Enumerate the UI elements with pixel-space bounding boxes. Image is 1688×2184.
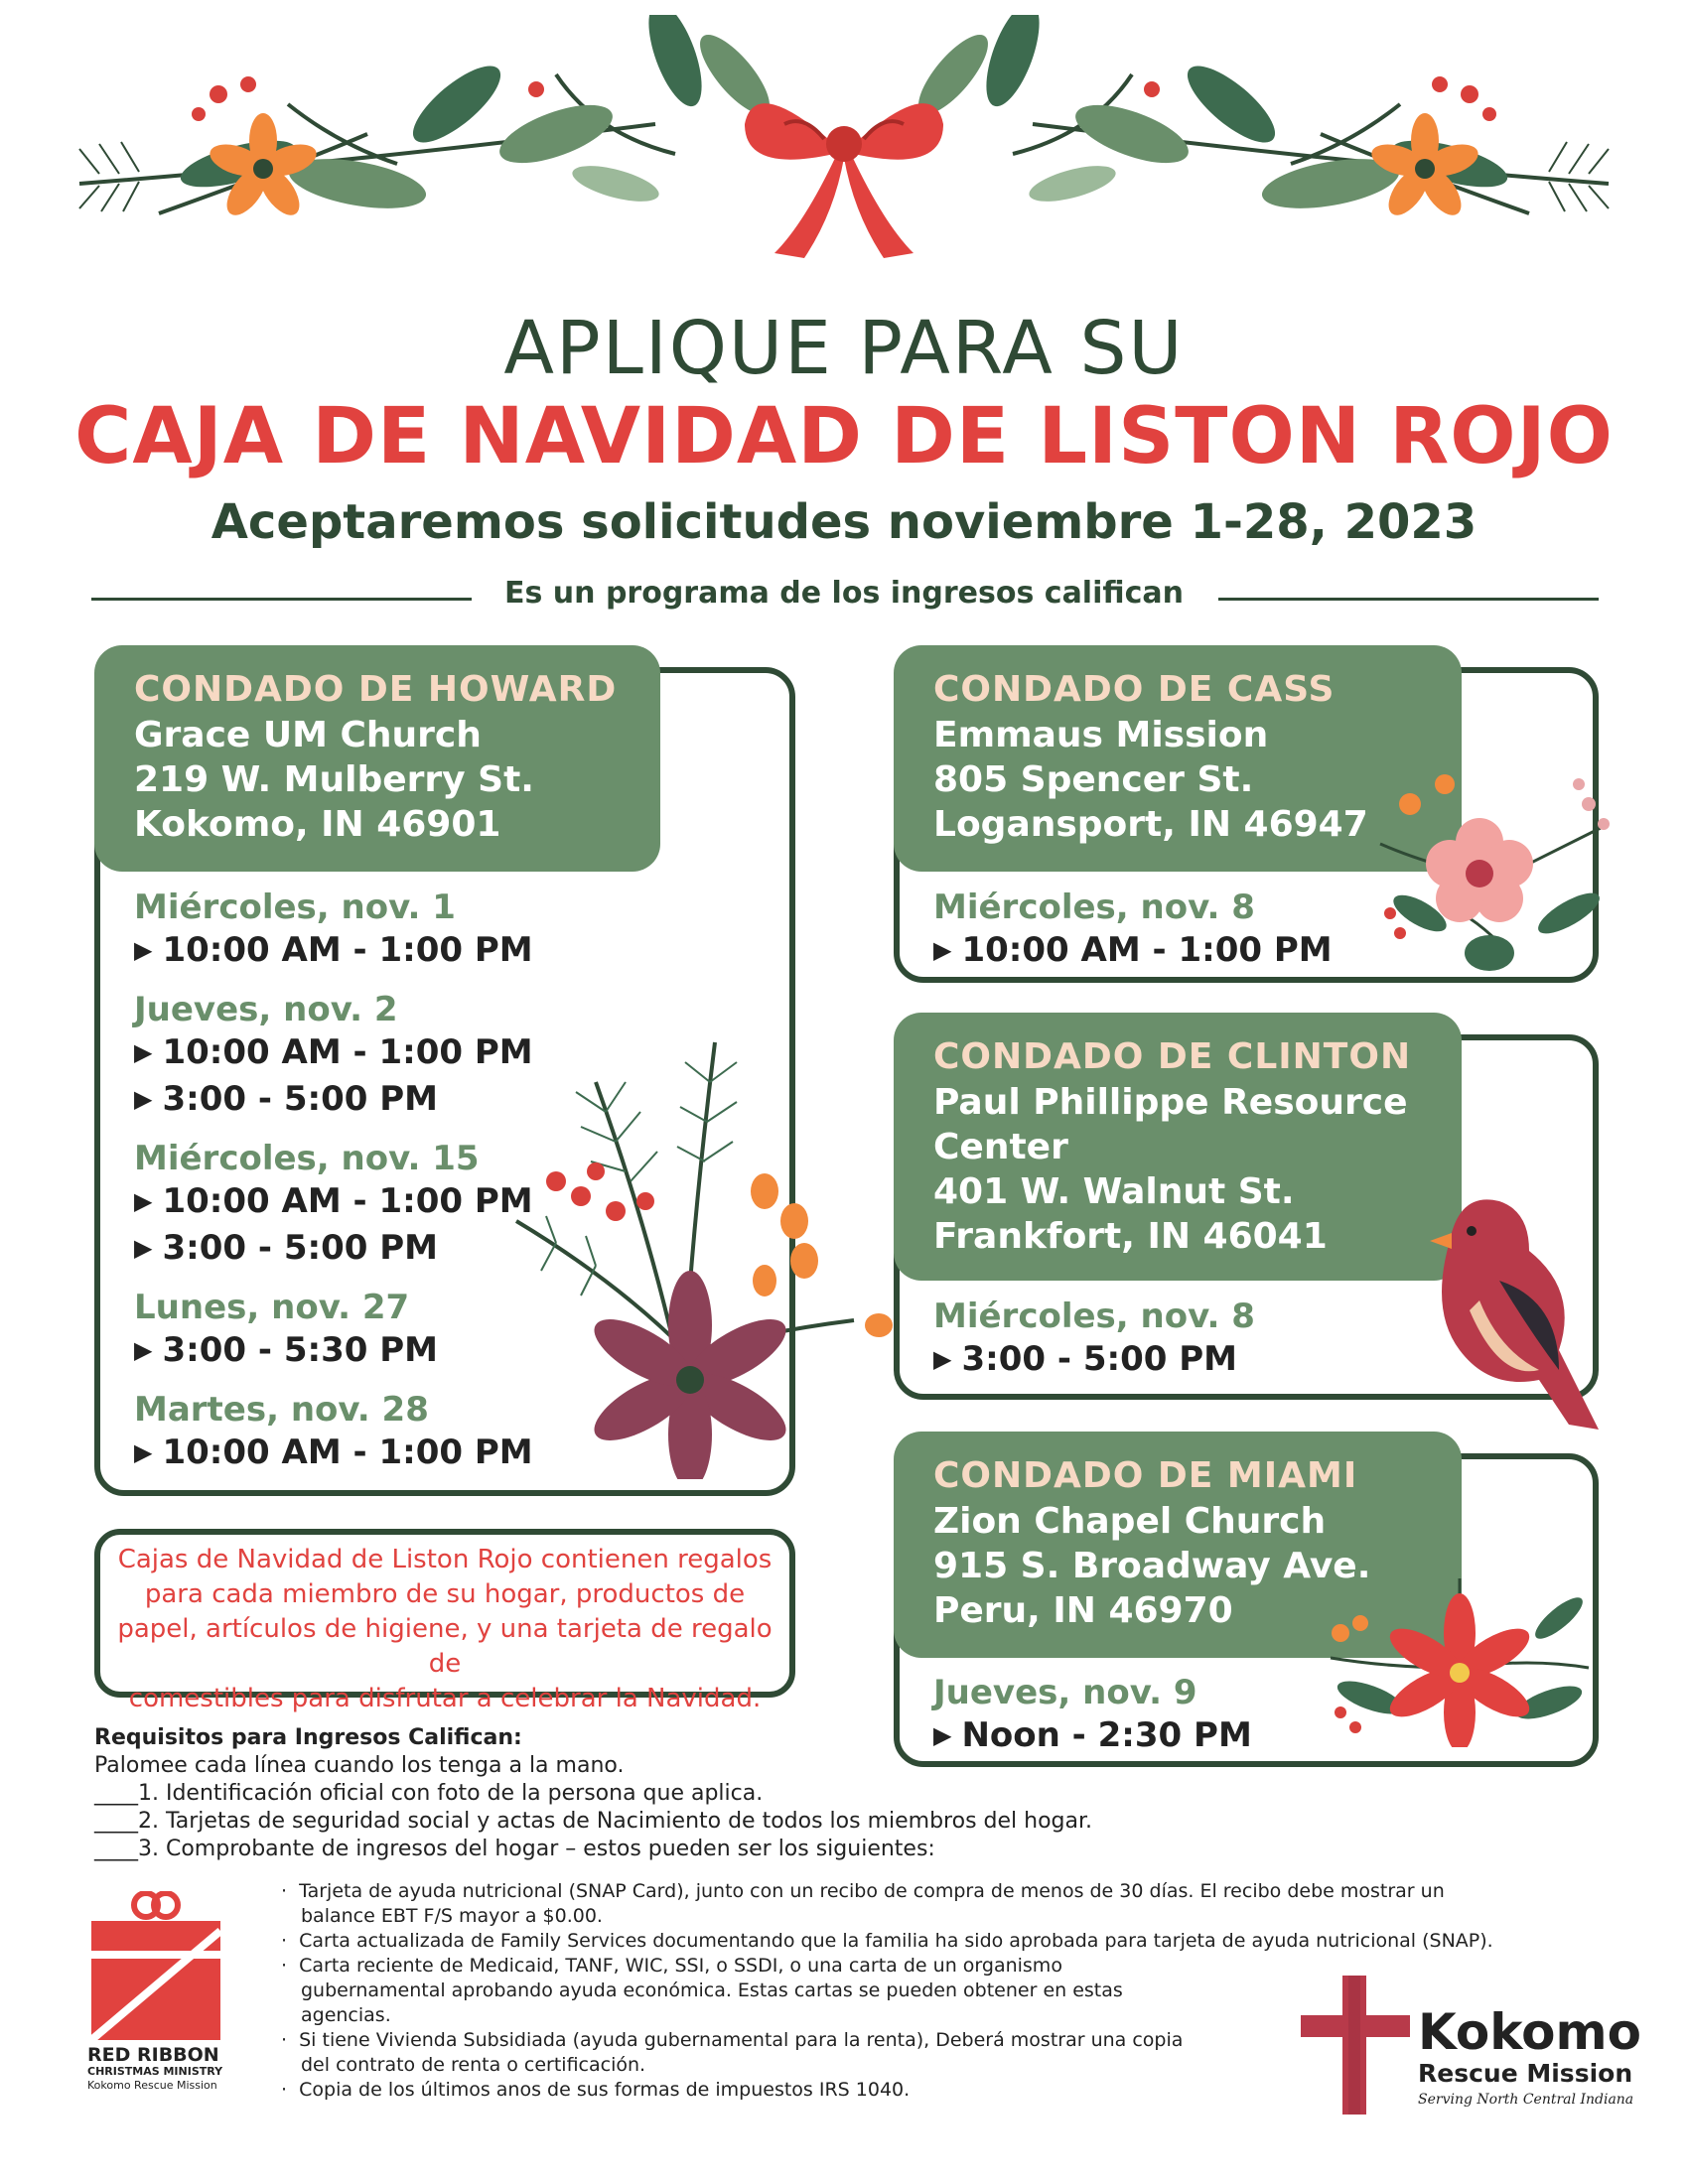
contents-note [104,1543,785,1716]
bullet: · Si tiene Vivienda Subsidiada (ayuda gubernamental para la renta), Deberá mostrar una copia [281,2029,1184,2051]
bullet-text: Carta actualizada de Family Services documentando que la familia ha sido aprobada para tarjeta de ayuda nutricional (SNAP). [299,1930,1493,1952]
bullet: · Copia de los últimos anos de sus formas de impuestos IRS 1040. [281,2079,911,2101]
howard-day-3: Miércoles, nov. 15 [134,1139,480,1178]
cass-city: Logansport, IN 46947 [933,804,1368,845]
note-line: papel, artículos de higiene, y una tarjeta de regalo de [117,1614,773,1679]
note-line: para cada miembro de su hogar, productos de [144,1579,746,1609]
cardinal-bird-illustration [1410,1181,1609,1439]
howard-time: ▶ 10:00 AM - 1:00 PM [134,928,533,975]
howard-header [94,645,660,872]
cross-logo-icon [1301,1976,1410,2115]
howard-place: Grace UM Church [134,715,482,755]
bullet-cont: gubernamental aprobando ayuda económica. Estas cartas se pueden obtener en estas [301,1979,1123,2001]
logo-line: Serving North Central Indiana [1418,2092,1634,2108]
heading-line1: APLIQUE PARA SU [503,306,1185,391]
howard-county: CONDADO DE HOWARD [134,669,618,710]
howard-time: ▶ 3:00 - 5:00 PM [134,1077,533,1124]
clinton-header [894,1013,1462,1281]
bullet-text: Si tiene Vivienda Subsidiada (ayuda gubernamental para la renta), Deberá mostrar una copia [299,2029,1184,2051]
requirement-item: ____3. Comprobante de ingresos del hogar – estos pueden ser los siguientes: [94,1837,935,1861]
logo-line: Rescue Mission [1418,2059,1633,2088]
bullet: · Carta actualizada de Family Services documentando que la familia ha sido aprobada para tarjeta de ayuda nutricional (SNAP). [281,1930,1493,1952]
bullet-cont: del contrato de renta o certificación. [301,2054,646,2076]
cass-place: Emmaus Mission [933,715,1269,755]
heading-dates: Aceptaremos solicitudes noviembre 1-28, 2023 [211,494,1477,550]
kokomo-logo-text [1418,2005,1656,2111]
red-ribbon-logo-icon [91,1891,220,2040]
howard-time: ▶ 10:00 AM - 1:00 PM [134,1179,533,1226]
clinton-day-1: Miércoles, nov. 8 [933,1297,1255,1336]
red-poinsettia-illustration [1311,1578,1599,1747]
requirements-title: Requisitos para Ingresos Califican: [94,1725,522,1750]
logo-line: CHRISTMAS MINISTRY [87,2065,223,2078]
cass-street: 805 Spencer St. [933,759,1254,800]
bullet-text: Carta reciente de Medicaid, TANF, WIC, SSI, o SSDI, o una carta de un organismo [299,1955,1062,1977]
miami-street: 915 S. Broadway Ave. [933,1546,1371,1586]
bullet-cont: balance EBT F/S mayor a $0.00. [301,1905,603,1927]
clinton-place-2: Center [933,1127,1068,1167]
miami-time: ▶ Noon - 2:30 PM [933,1713,1252,1760]
clinton-county: CONDADO DE CLINTON [933,1036,1412,1077]
pink-flower-illustration [1370,764,1618,983]
logo-line: Kokomo [1418,2003,1641,2061]
howard-day-1: Miércoles, nov. 1 [134,887,456,927]
cass-time: ▶ 10:00 AM - 1:00 PM [933,928,1333,975]
miami-city: Peru, IN 46970 [933,1590,1233,1631]
red-ribbon-logo-text [87,2045,246,2093]
requirements-section [94,1724,1643,1863]
note-line: Cajas de Navidad de Liston Rojo contienen regalos [117,1545,773,1574]
howard-street: 219 W. Mulberry St. [134,759,534,800]
howard-day-5: Martes, nov. 28 [134,1390,429,1430]
note-line: comestibles para disfrutar a celebrar la Navidad. [128,1684,762,1713]
requirement-item: ____2. Tarjetas de seguridad social y actas de Nacimiento de todos los miembros del hogar. [94,1809,1092,1834]
cass-county: CONDADO DE CASS [933,669,1336,710]
bullet-cont: agencias. [301,2004,391,2026]
requirements-intro: Palomee cada línea cuando los tenga a la mano. [94,1753,625,1778]
bullet-text: Copia de los últimos anos de sus formas de impuestos IRS 1040. [299,2079,911,2101]
cass-schedule [933,887,1333,975]
logo-line: Kokomo Rescue Mission [87,2079,217,2092]
clinton-city: Frankfort, IN 46041 [933,1216,1328,1257]
howard-day-4: Lunes, nov. 27 [134,1288,410,1327]
pine-poinsettia-illustration [477,1023,914,1479]
miami-day-1: Jueves, nov. 9 [933,1673,1197,1712]
clinton-street: 401 W. Walnut St. [933,1171,1295,1212]
logo-line: RED RIBBON [87,2044,219,2066]
clinton-place: Paul Phillippe Resource [933,1082,1408,1123]
howard-time: ▶ 3:00 - 5:30 PM [134,1328,533,1375]
howard-time: ▶ 3:00 - 5:00 PM [134,1226,533,1273]
howard-time: ▶ 10:00 AM - 1:00 PM [134,1030,533,1077]
miami-county: CONDADO DE MIAMI [933,1455,1358,1496]
cass-day-1: Miércoles, nov. 8 [933,887,1255,927]
howard-time: ▶ 10:00 AM - 1:00 PM [134,1431,533,1477]
garland-illustration [40,15,1648,303]
howard-schedule [134,887,533,1477]
bullet-text: Tarjeta de ayuda nutricional (SNAP Card), junto con un recibo de compra de menos de 30 días. El recibo debe mostrar un [299,1880,1445,1902]
subtitle: Es un programa de los ingresos califican [504,576,1184,611]
howard-city: Kokomo, IN 46901 [134,804,501,845]
miami-place: Zion Chapel Church [933,1501,1327,1542]
heading-line2: CAJA DE NAVIDAD DE LISTON ROJO [74,392,1614,481]
clinton-time: ▶ 3:00 - 5:00 PM [933,1337,1255,1384]
howard-day-2: Jueves, nov. 2 [134,990,398,1029]
bullet: · Tarjeta de ayuda nutricional (SNAP Card), junto con un recibo de compra de menos de 30 días. El recibo debe mostrar un [281,1880,1445,1902]
bullet: · Carta reciente de Medicaid, TANF, WIC, SSI, o SSDI, o una carta de un organismo [281,1955,1062,1977]
clinton-schedule [933,1296,1255,1384]
requirement-item: ____1. Identificación oficial con foto de la persona que aplica. [94,1781,764,1806]
